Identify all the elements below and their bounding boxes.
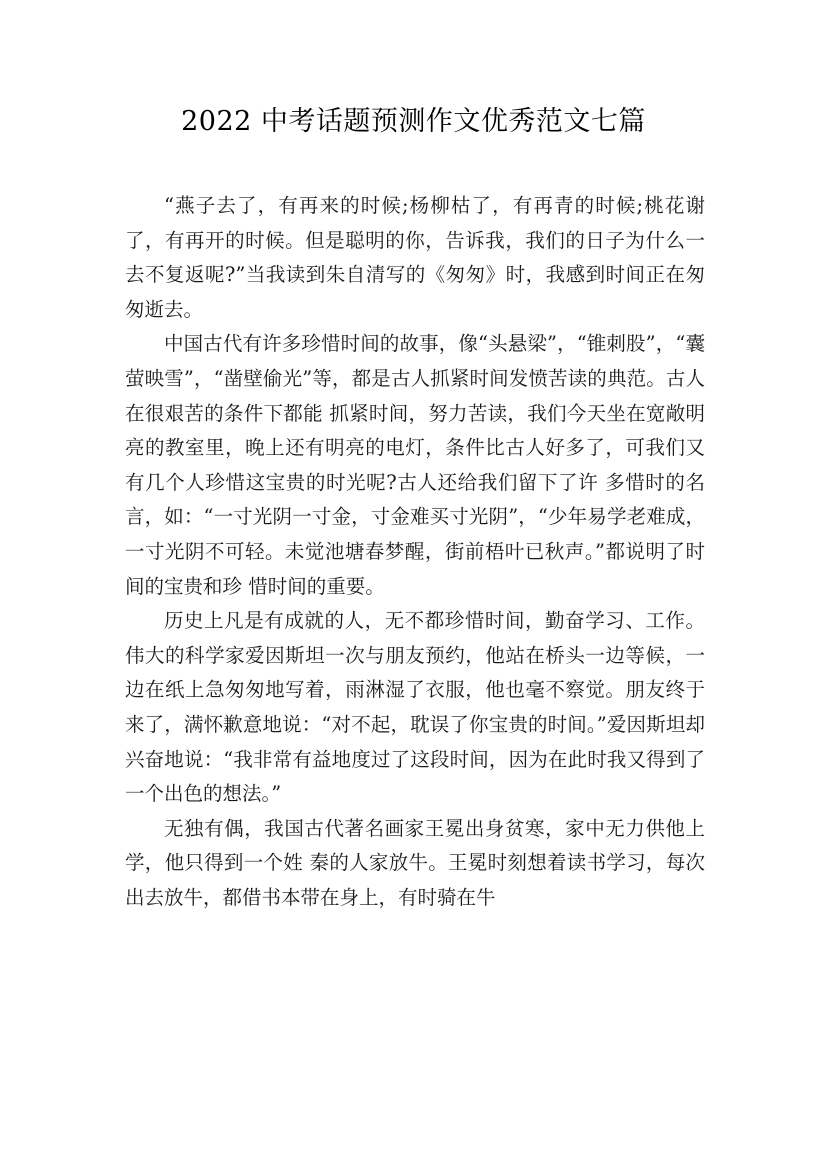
document-title: 2022 中考话题预测作文优秀范文七篇: [181, 106, 646, 137]
paragraph: 无独有偶，我国古代著名画家王冕出身贫寒，家中无力供他上学，他只得到一个姓 秦的人家放牛。王冕时刻想着读书学习，每次出去放牛，都借书本带在身上，有时骑在牛: [125, 816, 705, 909]
document-body: [125, 189, 705, 915]
paragraph: “燕子去了，有再来的时候;杨柳枯了，有再青的时候;桃花谢了，有再开的时候。但是聪明的你，告诉我，我们的日子为什么一去不复返呢?”当我读到朱自清写的《匆匆》时，我感到时间正在匆匆逝去。: [125, 194, 705, 321]
paragraph: 历史上凡是有成就的人，无不都珍惜时间，勤奋学习、工作。伟大的科学家爱因斯坦一次与朋友预约，他站在桥头一边等候，一 边在纸上急匆匆地写着，雨淋湿了衣服，他也毫不察觉。朋友终于来了，满怀歉意地说：“对不起，耽误了你宝贵的时间。”爱因斯坦却兴奋地说：“我非常有益地度过了这段时间，因为在此时我又得到了一个出色的想法。”: [125, 609, 705, 806]
paragraph: 中国古代有许多珍惜时间的故事，像“头悬梁”，“锥刺股”，“囊萤映雪”，“凿壁偷光”等，都是古人抓紧时间发愤苦读的典范。古人在很艰苦的条件下都能 抓紧时间，努力苦读，我们今天坐在宽敞明亮的教室里，晚上还有明亮的电灯，条件比古人好多了，可我们又有几个人珍惜这宝贵的时光呢?古人还给我们留下了许 多惜时的名言，如：“一寸光阴一寸金，寸金难买寸光阴”，“少年易学老难成，一寸光阴不可轻。未觉池塘春梦醒，街前梧叶已秋声。”都说明了时间的宝贵和珍 惜时间的重要。: [125, 332, 705, 598]
